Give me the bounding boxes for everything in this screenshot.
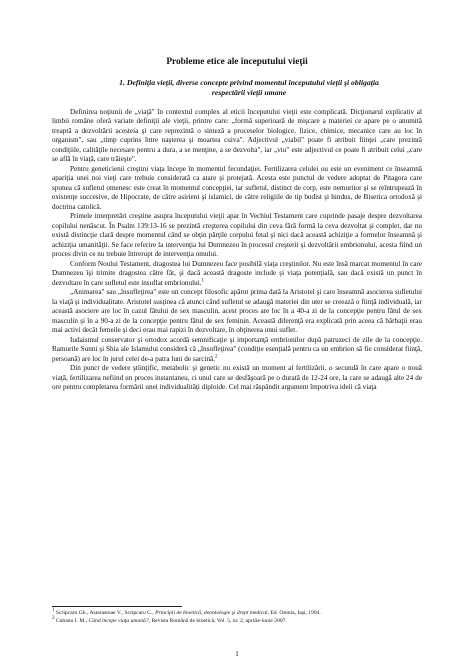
footnote-title: Principii de bioetică, deontologie şi drept medical (155, 610, 268, 616)
footnote-divider (52, 606, 182, 607)
footnote-marker: 1 (201, 278, 204, 284)
paragraph: Pentru geneticienii creştini viaţa începe în momentul fecundaţiei. Fertilizarea celulei ou este un eveniment ce înseamnă apariţia unei noi vieţi care trebuie considerată ca atare şi protejată. Acesta este punctul de vedere adoptat de Pitagora care spunea că sufletul omenesc este creat în momentul concepţiei, iar sufletul, distinct de corp, este nemuritor şi se reîntrupează în existenţe succesive, de Hipocrate, de către asirieni şi islamici, de către religiile de tip budist şi hindus, de Biserica ortodoxă şi doctrina catolică. (52, 164, 422, 211)
footnote-authors: Scripcaru Gh., Astarastoae V., Scripcaru C., (54, 610, 156, 616)
paragraph: Din punct de vedere ştiinţific, metabolic şi genetic nu există un moment al fertilizării, o secundă în care apare o nouă viaţă, fertilizarea nefiind un proces instantaneu, ci unul care se desfăşoară pe o durată de 12-24 ore, la care se adaugă alte 24 de ore pentru completarea formării unei individualităţi diploide. Cel mai răspândit argument împotriva ideii că viaţa (52, 364, 422, 392)
paragraph: Primele interpretări creştine asupra începutului vieţii apar în Vechiul Testament care cuprinde pasaje despre dezvoltarea copilului nenăscut. În Psalm 139:13-16 se prezintă creşterea copilului din ceva fără formă la ceva dezvoltat şi complet, dar nu există distincţie clară despre momentul când se obţin părţile corpului fetal şi nici dacă această achiziţie a formelor înseamnă şi achiziţia umanităţii. Se face referire la intervenţia lui Dumnezeu în procesul creşterii şi dezvoltării embrionului, acesta fiind un proces divin ce nu trebuie întrerupt de intervenţia omului. (52, 212, 422, 259)
section-heading: 1. Definiţia vieţii, diverse concepte privind momentul începutului vieţii şi obligaţia respectării vieţii umane (119, 78, 379, 98)
footnote (52, 615, 422, 626)
footnotes (52, 606, 422, 625)
footnote-publisher: , Ed. Omnia, Iaşi, 1994. (267, 610, 321, 616)
paragraph-text: Iudaismul conservator şi ortodox acordă semnificaţie şi importanţă embrionilor după patruzeci de zile de la concepţie. Ramurile Sunni şi Shia ale Islamului consideră că „însufleţirea" (condiţie esenţială pentru ca un embrion să fie considerat fiinţă, persoană) are loc în jurul celei de-a patra luni de sarcină. (52, 335, 422, 363)
footnote-publisher: , Revista Română de bioetică, Vol. 5, nr. 2, aprilie-iunie 2007. (148, 617, 287, 624)
paragraph: „Animarea" sau „însufleţirea" este un concept filosofic apărut prima dată la Aristotel şi care înseamnă asocierea sufletului la viaţă şi individualitate. Aristotel susţinea că atunci când sufletul se adaugă materiei din uter se creează o fiinţă individuală, iar această asociere are loc în cazul fătului de sex masculin, acest proces are loc în a 40-a zi de la concepţie pentru fătul de sex masculin şi în a 90-a zi de la concepţie pentru fătul de sex feminin. Această diferenţă era explicată prin aceea că bărbaţii erau mai activi decât femeile şi deci erau mai rapizi în dezvoltare, în obţinerea unui suflet. (52, 288, 422, 335)
page-number: 1 (235, 650, 239, 658)
body-text (52, 108, 422, 393)
footnote (52, 610, 422, 618)
paragraph: Definirea noţiunii de „viaţă" în contextul complex al eticii începutului vieţii este complicată. Dicţionarul explicativ al limbii române oferă variate definiţii ale vieţii, printre care: „formă superioară de mişcare a materiei ce apare pe o anumită treaptă a dezvoltării acesteia şi care reprezintă o sinteză a proceselor biologice, fizice, chimice, mecanice care au loc în organism", sau „timp cuprins între naşterea şi moartea cuiva". Adjectivul „viabil" poate fi atribuit fiinţei „care prezintă condiţiile, calităţile necesare pentru a dura, a se menţine, a se dezvolta", iar „viu" este adjectivul ce poate fi atribuit celui „care se află în viaţă, care trăieşte". (52, 107, 422, 164)
footnote-authors: Cubanu I. M., (54, 617, 89, 624)
page-title: Probleme etice ale începutului vieţii (166, 57, 308, 67)
footnote-title: Când începe viaţa umană? (88, 617, 149, 624)
footnote-number: 1 (52, 608, 55, 614)
paragraph (52, 336, 422, 365)
footnote-marker: 2 (215, 354, 218, 360)
paragraph (52, 260, 422, 289)
footnote-number: 2 (52, 615, 55, 621)
paragraph-text: Conform Noului Testament, dragostea lui Dumnezeu face posibilă viaţa creştinilor. Nu este însă marcat momentul în care Dumnezeu îşi trimite dragostea către făt, şi dacă această dragoste include şi viaţa potenţială, sau dacă există un punct în dezvoltare în care sufletul este insuflat embrionului. (52, 259, 422, 287)
